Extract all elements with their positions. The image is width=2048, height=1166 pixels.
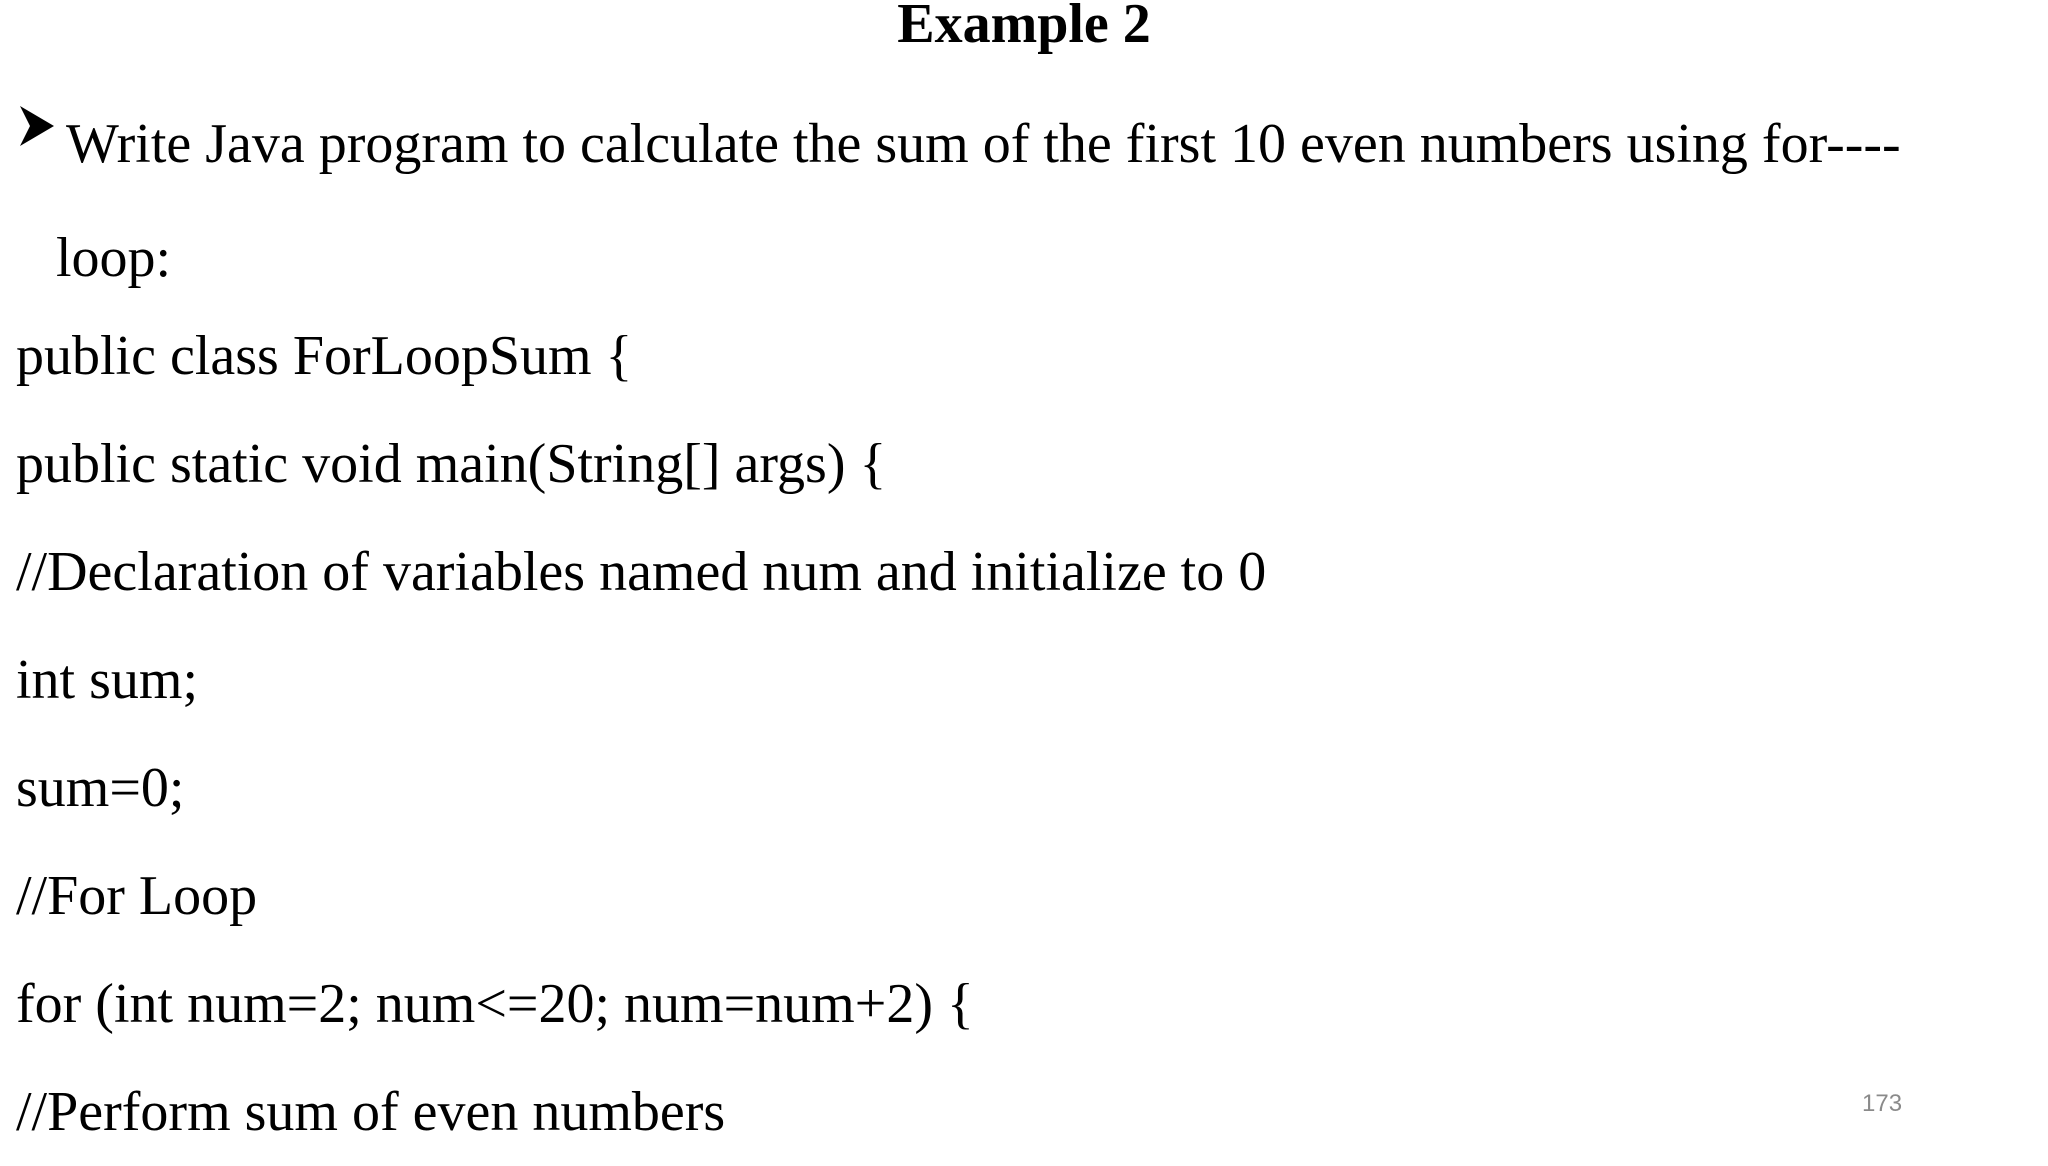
code-line: public class ForLoopSum {	[16, 325, 633, 387]
code-line: //For Loop	[16, 865, 258, 927]
code-line: public static void main(String[] args) {	[16, 433, 887, 495]
code-line: for (int num=2; num<=20; num=num+2) {	[16, 973, 974, 1035]
bullet-block	[18, 96, 2038, 312]
code-line: sum=0;	[16, 757, 185, 819]
code-line: //Declaration of variables named num and initialize to 0	[16, 541, 1267, 603]
page-number: 173	[1862, 1090, 1903, 1117]
slide-title: Example 2	[897, 0, 1151, 55]
bullet-item	[18, 96, 2038, 204]
code-line: //Perform sum of even numbers	[16, 1081, 726, 1143]
bullet-text-line-2: loop:	[56, 227, 172, 289]
code-block	[16, 302, 2016, 1166]
code-line: int sum;	[16, 649, 199, 711]
bullet-text-line-1: Write Java program to calculate the sum of the first 10 even numbers using for----	[66, 113, 1901, 175]
